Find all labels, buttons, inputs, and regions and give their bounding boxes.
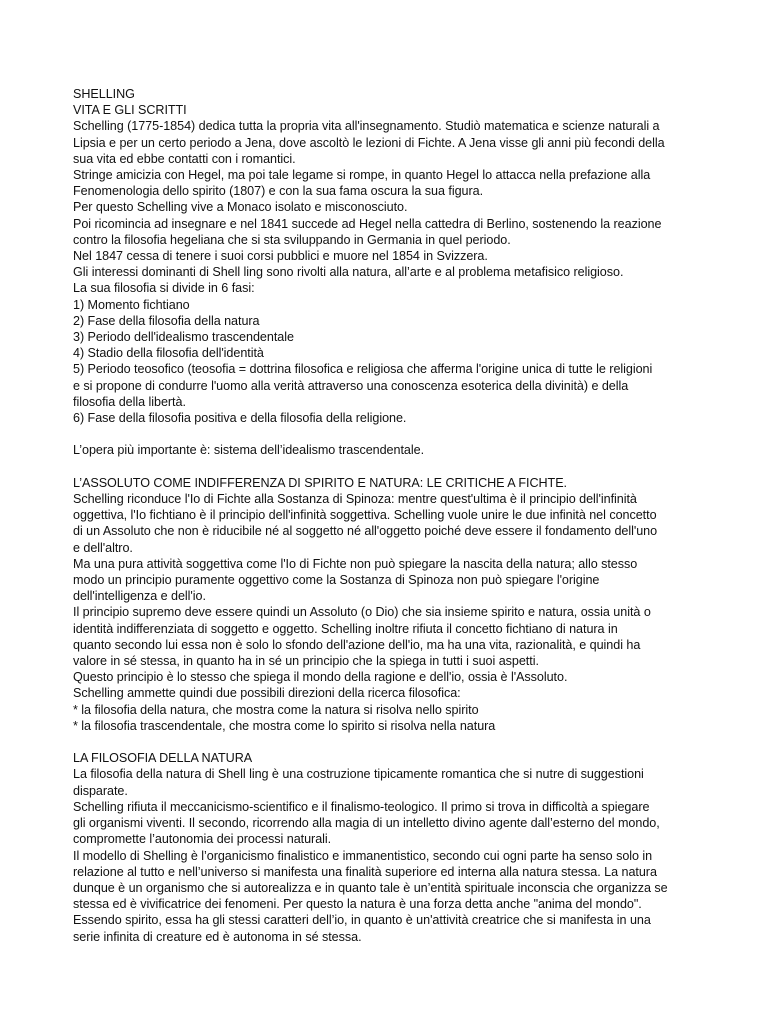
text-line: dunque è un organismo che si autorealizza e in quanto tale è un’entità spirituale inconscia che organizza se — [73, 880, 668, 895]
text-line: Il principio supremo deve essere quindi un Assoluto (o Dio) che sia insieme spirito e natura, ossia unità o — [73, 605, 651, 620]
text-line: 4) Stadio della filosofia dell'identità — [73, 346, 264, 361]
text-line: 3) Periodo dell'idealismo trascendentale — [73, 330, 294, 345]
text-line: quanto secondo lui essa non è solo lo sfondo dell'azione dell'io, ma ha una vita, razionalità, e quindi ha — [73, 637, 641, 652]
text-line: valore in sé stessa, in quanto ha in sé un principio che la spiega in tutti i suoi aspetti. — [73, 654, 539, 669]
text-line: di un Assoluto che non è riducibile né al soggetto né all'oggetto poiché deve essere il fondamento dell'uno — [73, 524, 658, 539]
text-line: e dell'altro. — [73, 540, 133, 555]
text-line: filosofia della libertà. — [73, 394, 186, 409]
section-heading: L’ASSOLUTO COME INDIFFERENZA DI SPIRITO E NATURA: LE CRITICHE A FICHTE. — [73, 475, 567, 490]
text-line: Schelling (1775-1854) dedica tutta la propria vita all'insegnamento. Studiò matematica e scienze naturali a — [73, 119, 660, 134]
text-line: Il modello di Shelling è l’organicismo finalistico e immanentistico, secondo cui ogni parte ha senso solo in — [73, 848, 653, 863]
section-2 — [73, 475, 701, 750]
text-line: Schelling rifiuta il meccanicismo-scientifico e il finalismo-teologico. Il primo si trova in difficoltà a spiegare — [73, 799, 650, 814]
text-line: Per questo Schelling vive a Monaco isolato e misconosciuto. — [73, 200, 408, 215]
text-line: Stringe amicizia con Hegel, ma poi tale legame si rompe, in quanto Hegel lo attacca nella prefazione alla — [73, 168, 651, 183]
text-line: stessa ed è vivificatrice dei fenomeni. Per questo la natura è una forza detta anche "anima del mondo". — [73, 897, 642, 912]
section-heading: LA FILOSOFIA DELLA NATURA — [73, 751, 253, 766]
text-line: Essendo spirito, essa ha gli stessi caratteri dell’io, in quanto è un'attività creatrice che si manifesta in una — [73, 913, 651, 928]
section-heading: VITA E GLI SCRITTI — [73, 103, 187, 118]
text-line: La filosofia della natura di Shell ling è una costruzione tipicamente romantica che si nutre di suggestioni — [73, 767, 644, 782]
text-line: Poi ricomincia ad insegnare e nel 1841 succede ad Hegel nella cattedra di Berlino, sostenendo la reazione — [73, 216, 662, 231]
text-line: compromette l’autonomia dei processi naturali. — [73, 832, 332, 847]
text-line: disparate. — [73, 783, 128, 798]
document-body — [73, 102, 701, 945]
text-line: Lipsia e per un certo periodo a Jena, dove ascoltò le lezioni di Fichte. A Jena visse gli anni più fecondi della — [73, 135, 665, 150]
section-3 — [73, 750, 701, 944]
text-line: Schelling ammette quindi due possibili direzioni della ricerca filosofica: — [73, 686, 461, 701]
text-line: sua vita ed ebbe contatti con i romantici. — [73, 151, 296, 166]
text-line: gli organismi viventi. Il secondo, ricorrendo alla magia di un intelletto divino agente dall’esterno del mondo, — [73, 816, 660, 831]
text-line: Ma una pura attività soggettiva come l'Io di Fichte non può spiegare la nascita della natura; allo stesso — [73, 556, 638, 571]
text-line: Gli interessi dominanti di Shell ling sono rivolti alla natura, all’arte e al problema metafisico religioso. — [73, 265, 624, 280]
text-line: dell'intelligenza e dell'io. — [73, 589, 206, 604]
text-line: * la filosofia della natura, che mostra come la natura si risolva nello spirito — [73, 702, 479, 717]
text-line: e si propone di condurre l'uomo alla verità attraverso una conoscenza esoterica della divinità) e della — [73, 378, 629, 393]
text-line: relazione al tutto e nell’universo si manifesta una finalità superiore ed interna alla natura stessa. La natura — [73, 864, 657, 879]
blank-line — [73, 426, 701, 442]
text-line: 6) Fase della filosofia positiva e della filosofia della religione. — [73, 411, 407, 426]
text-line: modo un principio puramente oggettivo come la Sostanza di Spinoza non può spiegare l'origine — [73, 573, 600, 588]
text-line: 2) Fase della filosofia della natura — [73, 313, 260, 328]
text-line: * la filosofia trascendentale, che mostra come lo spirito si risolva nella natura — [73, 718, 496, 733]
text-line: oggettiva, l'Io fichtiano è il principio dell'infinità soggettiva. Schelling vuole unire le due infinità nel concetto — [73, 508, 657, 523]
text-line: Schelling riconduce l'Io di Fichte alla Sostanza di Spinoza: mentre quest'ultima è il principio dell'infinità — [73, 492, 637, 507]
text-line: La sua filosofia si divide in 6 fasi: — [73, 281, 255, 296]
text-line: Fenomenologia dello spirito (1807) e con la sua fama oscura la sua figura. — [73, 184, 484, 199]
text-line: L’opera più importante è: sistema dell’idealismo trascendentale. — [73, 443, 425, 458]
text-line: Nel 1847 cessa di tenere i suoi corsi pubblici e muore nel 1854 in Svizzera. — [73, 249, 488, 264]
document-page — [73, 86, 701, 945]
text-line: identità indifferenziata di soggetto e oggetto. Schelling inoltre rifiuta il concetto fichtiano di natura in — [73, 621, 618, 636]
document-title: SHELLING — [73, 87, 135, 101]
blank-line — [73, 459, 701, 475]
text-line: 1) Momento fichtiano — [73, 297, 190, 312]
text-line: contro la filosofia hegeliana che si sta sviluppando in Germania in quel periodo. — [73, 232, 511, 247]
text-line: serie infinita di creature ed è autonoma in sé stessa. — [73, 929, 362, 944]
text-line: Questo principio è lo stesso che spiega il mondo della ragione e dell'io, ossia è l'Assoluto. — [73, 670, 568, 685]
text-line: 5) Periodo teosofico (teosofia = dottrina filosofica e religiosa che afferma l'origine unica di tutte le religioni — [73, 362, 653, 377]
section-1 — [73, 102, 701, 475]
blank-line — [73, 734, 701, 750]
